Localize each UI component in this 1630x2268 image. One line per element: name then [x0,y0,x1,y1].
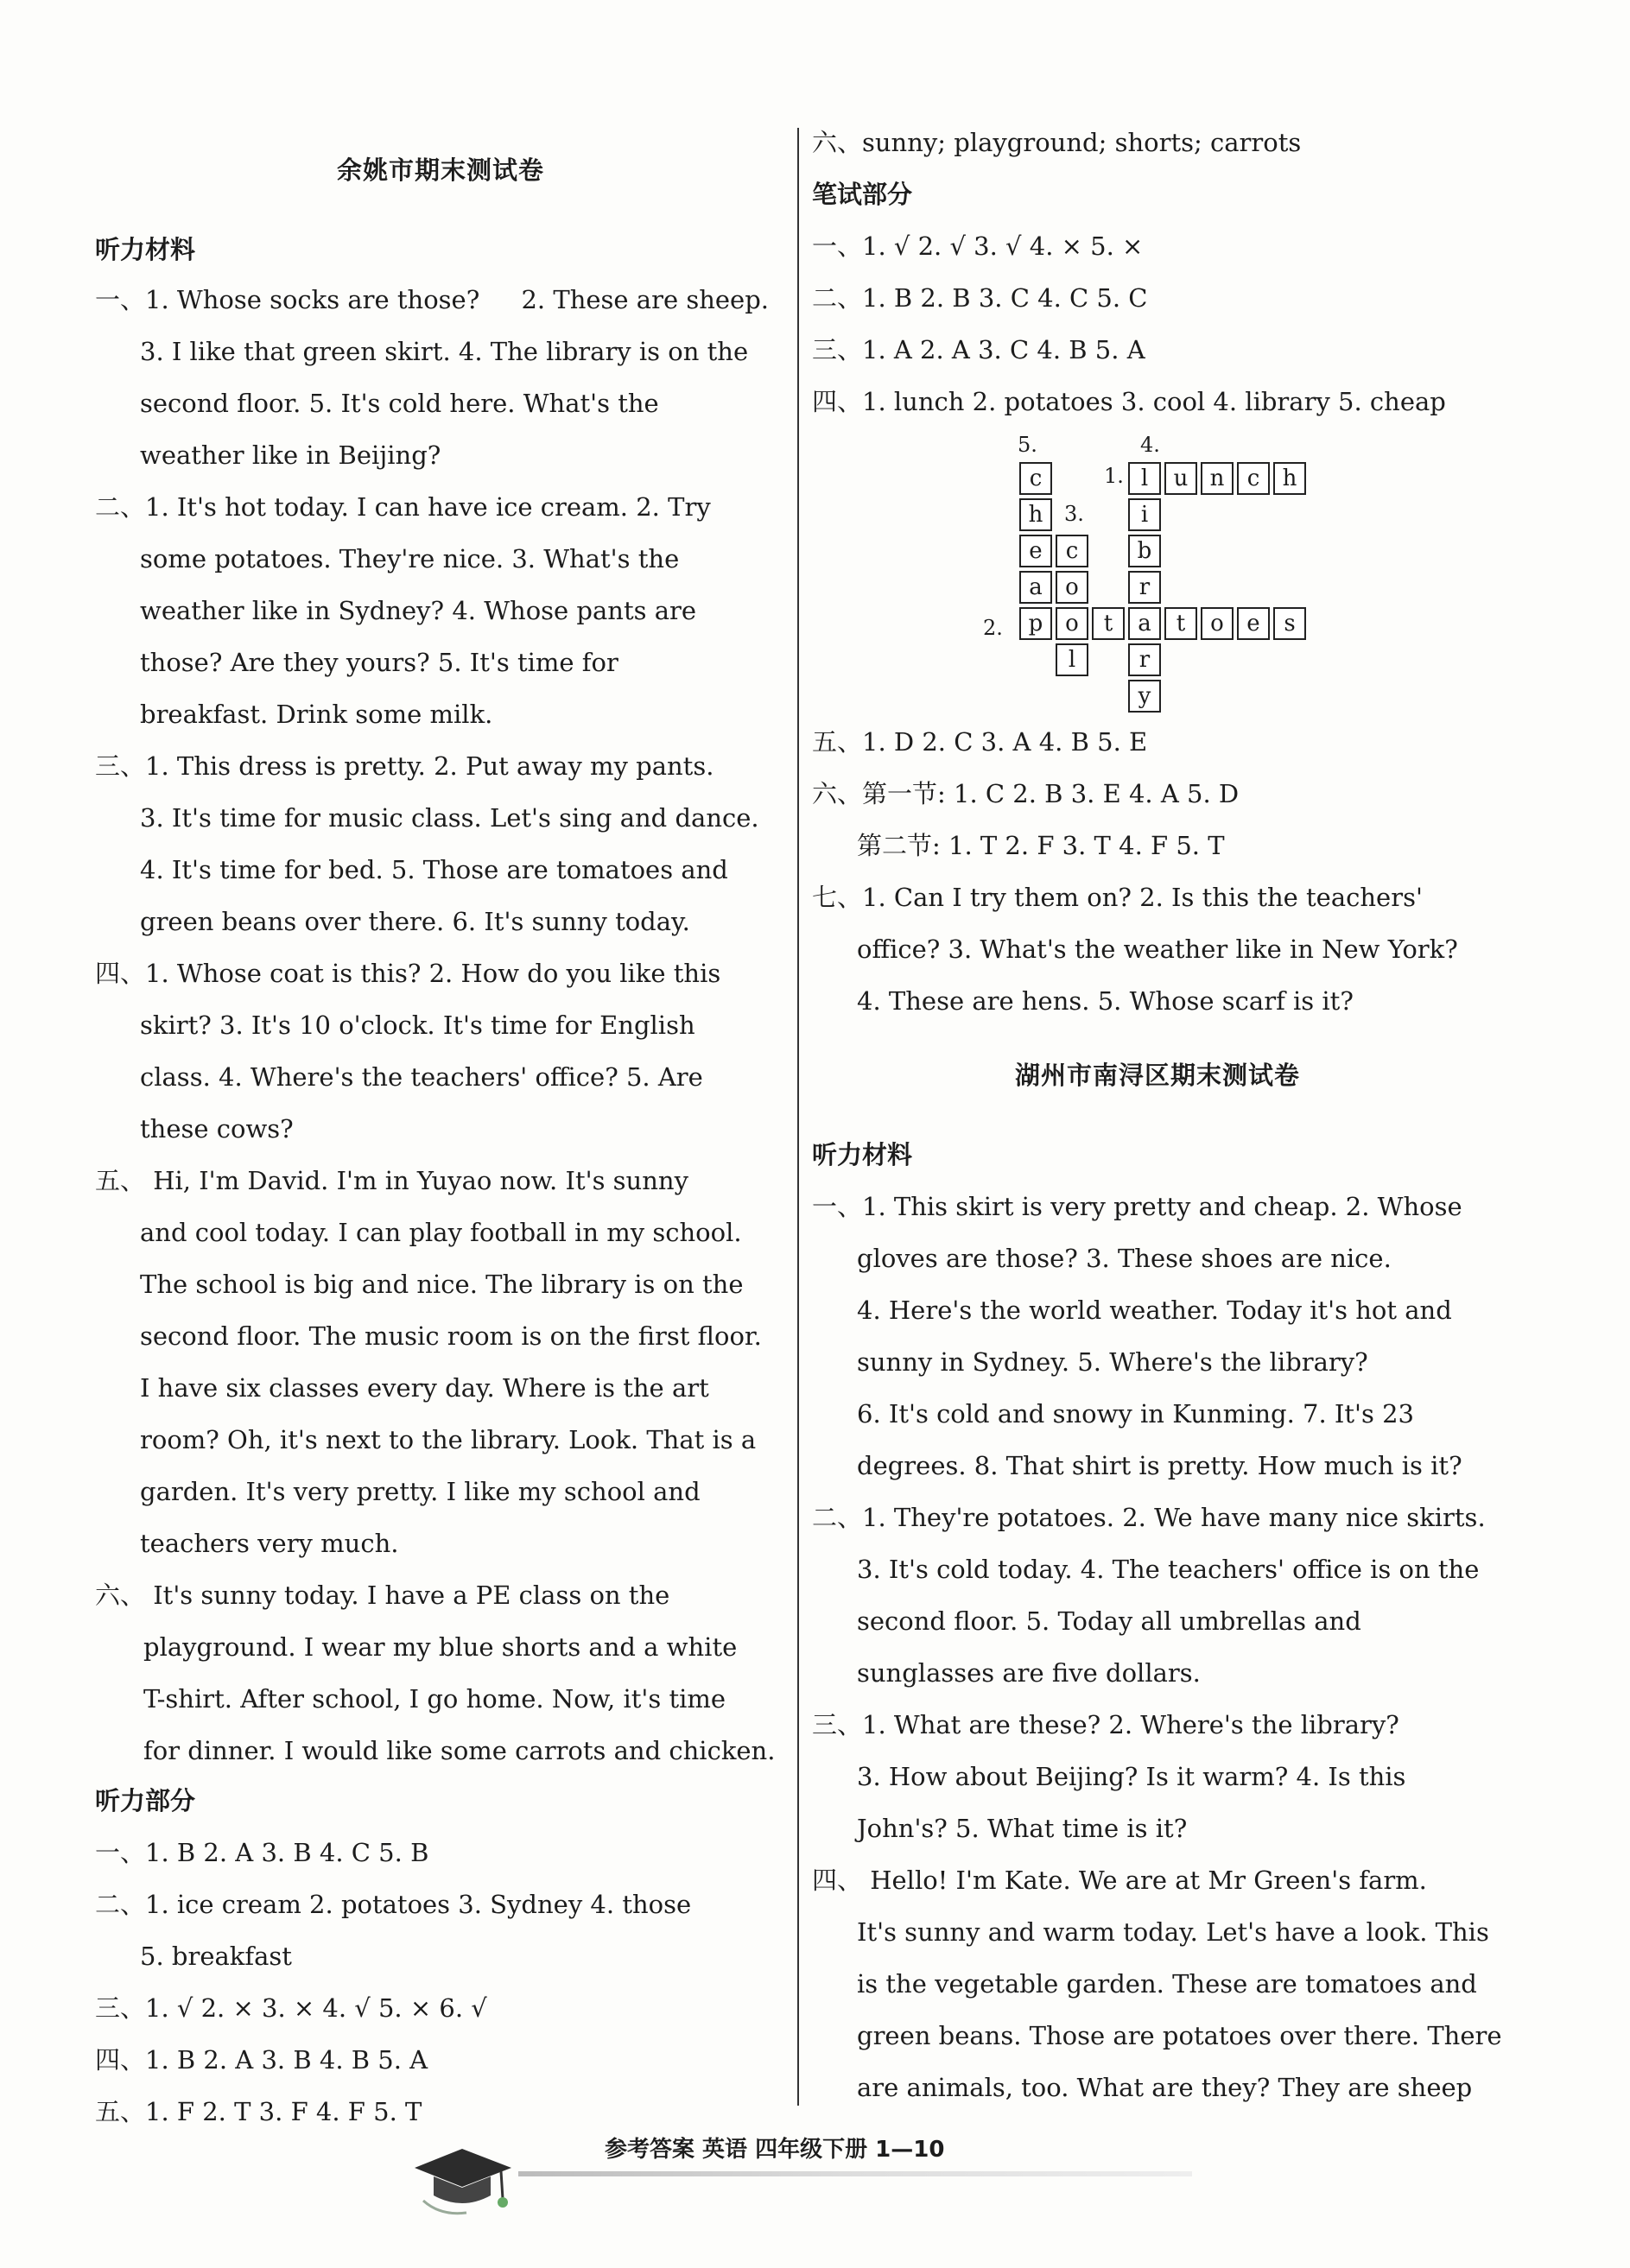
text-line: those? Are they yours? 5. It's time for [140,648,618,677]
text-line: 五、 Hi, I'm David. I'm in Yuyao now. It's sunny [95,1166,688,1195]
crossword-cell: t [1092,607,1125,640]
text-line: breakfast. Drink some milk. [140,700,493,729]
answer-line: 六、sunny; playground; shorts; carrots [812,128,1302,157]
text-line: 3. How about Beijing? Is it warm? 4. Is this [857,1762,1406,1791]
answer-line: 二、1. ice cream 2. potatoes 3. Sydney 4. those [95,1890,692,1919]
text-line: and cool today. I can play football in my school. [140,1218,742,1247]
answer-line: 四、1. lunch 2. potatoes 3. cool 4. library 5. cheap [812,387,1446,416]
text-line: 二、1. They're potatoes. 2. We have many nice skirts. [812,1503,1486,1532]
answer-line: 二、1. B 2. B 3. C 4. C 5. C [812,283,1148,313]
crossword-cell: u [1164,462,1197,495]
text-line: 六、 It's sunny today. I have a PE class on the [95,1581,670,1610]
crossword-cell: a [1019,571,1052,604]
crossword-clue-number: 1. [1104,464,1124,488]
text-line: John's? 5. What time is it? [857,1814,1188,1843]
graduation-cap-icon [406,2133,518,2220]
footer-rule [518,2171,1192,2176]
text-line: sunny in Sydney. 5. Where's the library? [857,1347,1368,1377]
crossword-cell: o [1056,607,1088,640]
answer-line: 三、1. √ 2. × 3. × 4. √ 5. × 6. √ [95,1993,487,2023]
text-line: 6. It's cold and snowy in Kunming. 7. It's 23 [857,1399,1414,1429]
text-line: 三、1. This dress is pretty. 2. Put away my pants. [95,751,714,781]
crossword-cell: c [1237,462,1270,495]
text-line: 四、 Hello! I'm Kate. We are at Mr Green's farm. [812,1866,1427,1895]
text-line: 二、1. It's hot today. I can have ice cream. 2. Try [95,492,711,522]
page-footer [0,2099,1630,2220]
text-line: for dinner. I would like some carrots and chicken. [143,1736,776,1765]
crossword-clue-number: 4. [1140,433,1160,457]
heading-listening-materials-2: 听力材料 [812,1140,913,1169]
heading-written-part: 笔试部分 [812,180,913,209]
crossword-cell: c [1056,535,1088,567]
text-line: teachers very much. [140,1529,399,1558]
text-line: 4. Here's the world weather. Today it's hot and [857,1296,1452,1325]
crossword-cell: n [1201,462,1234,495]
text-line: some potatoes. They're nice. 3. What's the [140,544,680,573]
answer-line: 六、第一节: 1. C 2. B 3. E 4. A 5. D [812,779,1240,808]
text-line: garden. It's very pretty. I like my school and [140,1477,701,1506]
text-line: 四、1. Whose coat is this? 2. How do you like this [95,959,721,988]
answer-line: 七、1. Can I try them on? 2. Is this the teachers' [812,883,1423,912]
text-line: second floor. 5. Today all umbrellas and [857,1606,1361,1636]
crossword-cell: h [1019,498,1052,531]
answer-line: 五、1. F 2. T 3. F 4. F 5. T [95,2097,422,2126]
crossword-cell: t [1164,607,1197,640]
text-line: these cows? [140,1114,294,1144]
text-line: 三、1. What are these? 2. Where's the library? [812,1710,1399,1739]
text-line: sunglasses are five dollars. [857,1658,1201,1688]
text-line: are animals, too. What are they? They are sheep [857,2073,1473,2102]
crossword-cell: o [1201,607,1234,640]
text-line: gloves are those? 3. These shoes are nice. [857,1244,1392,1273]
section-title-yuyao: 余姚市期末测试卷 [336,155,544,185]
text-line: weather like in Beijing? [140,440,441,470]
answer-line: 5. breakfast [140,1942,292,1971]
crossword-cell: i [1128,498,1161,531]
crossword-cell: b [1128,535,1161,567]
text-line: T-shirt. After school, I go home. Now, it's time [143,1684,726,1714]
answer-line: 4. These are hens. 5. Whose scarf is it? [857,986,1354,1016]
crossword-clue-number: 5. [1018,433,1037,457]
text-line: 4. It's time for bed. 5. Those are tomatoes and [140,855,728,884]
crossword-cell: l [1128,462,1161,495]
answer-line: 一、1. √ 2. √ 3. √ 4. × 5. × [812,231,1144,261]
crossword-cell: l [1056,643,1088,676]
heading-listening-materials: 听力材料 [95,235,196,264]
crossword-clue-number: 3. [1064,502,1084,526]
crossword-clue-number: 2. [983,616,1003,640]
text-line: 一、1. This skirt is very pretty and cheap. 2. Whose [812,1192,1462,1221]
text-line: skirt? 3. It's 10 o'clock. It's time for English [140,1010,695,1040]
crossword-cell: e [1237,607,1270,640]
answer-line: office? 3. What's the weather like in New York? [857,934,1458,964]
answer-line: 第二节: 1. T 2. F 3. T 4. F 5. T [857,831,1225,860]
text-line: green beans. Those are potatoes over there. There [857,2021,1502,2050]
footer-label: 参考答案 英语 四年级下册 1—10 [605,2137,945,2163]
text-line: second floor. 5. It's cold here. What's the [140,389,659,418]
text-line: I have six classes every day. Where is the art [140,1373,709,1403]
text-line: second floor. The music room is on the first floor. [140,1321,762,1351]
text-line: class. 4. Where's the teachers' office? 5. Are [140,1062,703,1092]
crossword-cell: o [1056,571,1088,604]
answer-line: 三、1. A 2. A 3. C 4. B 5. A [812,335,1145,364]
text-line: The school is big and nice. The library is on the [140,1270,744,1299]
column-divider [797,128,799,2106]
text-line: 3. It's time for music class. Let's sing and dance. [140,803,759,833]
crossword-cell: e [1019,535,1052,567]
text-line: It's sunny and warm today. Let's have a look. This [857,1917,1489,1947]
crossword-cell: s [1273,607,1306,640]
answer-line: 五、1. D 2. C 3. A 4. B 5. E [812,727,1148,757]
crossword-cell: h [1273,462,1306,495]
text-line: weather like in Sydney? 4. Whose pants are [140,596,697,625]
section-title-nanxun: 湖州市南浔区期末测试卷 [1014,1061,1300,1090]
text-line: 一、1. Whose socks are those? 2. These are sheep. [95,285,769,314]
text-line: green beans over there. 6. It's sunny today. [140,907,690,936]
crossword-cell: r [1128,643,1161,676]
text-line: room? Oh, it's next to the library. Look. That is a [140,1425,757,1454]
answer-line: 四、1. B 2. A 3. B 4. B 5. A [95,2045,428,2075]
heading-listening-part: 听力部分 [95,1786,196,1815]
crossword-cell: r [1128,571,1161,604]
crossword-puzzle [983,433,1322,713]
crossword-cell: a [1128,607,1161,640]
text-line: is the vegetable garden. These are tomatoes and [857,1969,1477,1999]
text-line: 3. It's cold today. 4. The teachers' office is on the [857,1555,1480,1584]
text-line: 3. I like that green skirt. 4. The library is on the [140,337,749,366]
crossword-cell: y [1128,680,1161,713]
answer-line: 一、1. B 2. A 3. B 4. C 5. B [95,1838,429,1867]
crossword-cell: p [1019,607,1052,640]
crossword-cell: c [1019,462,1052,495]
text-line: playground. I wear my blue shorts and a white [143,1632,738,1662]
text-line: degrees. 8. That shirt is pretty. How much is it? [857,1451,1462,1480]
